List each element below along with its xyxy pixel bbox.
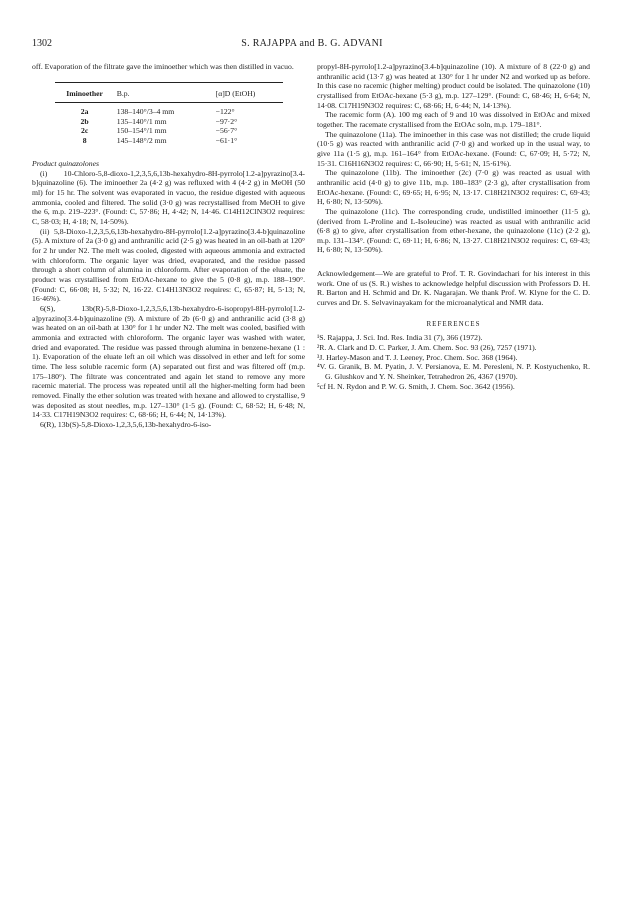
page-number: 1302 [32,38,52,49]
table-header-row [55,82,283,103]
table-cell: 2b [80,116,89,126]
table-row [55,136,283,146]
acknowledgement: Acknowledgement—We are grateful to Prof. T. R. Govindachari for his interest in this work. One of us (S. R.) wishes to acknowledge helpful discussion with Professors D. H. R. Barton and H. Schmid and Dr. K. Nagarajan. We thank Prof. W. Klyne for the C. D. curves and Dr. S. Selvavinayakam for the microanalytical and NMR data. [317,269,590,308]
iminoether-table [55,82,283,146]
table-header-cell: Iminoether [55,82,115,103]
body-paragraph: 6(R), 13b(S)-5,8-Dioxo-1,2,3,5,6,13b-hexahydro-6-iso- [40,419,212,429]
table-cell: 135–140°/1 mm [116,116,167,126]
table-cell: −97·2° [215,116,238,126]
table-cell: −122° [215,107,235,117]
section-heading: Product quinazolones [32,159,99,169]
body-paragraph: propyl-8H-pyrrolo[1.2-a]pyrazino[3.4-b]quinazoline (10). A mixture of 8 (22·0 g) and anthranilic acid (13·7 g) was heated at 130° for 1 hr under N2 and worked up as before. In this case no racemic (higher melting) product could be isolated. The quinazolone (10) crystallised from EtOAc-hexane (5·3 g), m.p. 127–129°. (Found: C, 68·46; H, 6·64; N, 14·08. C17H19N3O2 requires: C, 68·66; H, 6·44; N, 14·13%). [317,62,590,110]
references-heading: REFERENCES [426,319,481,328]
table-row [55,126,283,136]
reference-item: ²R. A. Clark and D. C. Parker, J. Am. Chem. Soc. 93 (26), 7257 (1971). [317,343,537,353]
body-paragraph: (ii) 5,8-Dioxo-1,2,3,5,6,13b-hexahydro-8H-pyrrolo[1.2-a]pyrazino[3.4-b]quinazoline (5). A mixture of 2a (3·0 g) and anthranilic acid (2·5 g) was heated in an oil-bath at 120° for 2 hr under N2. The melt was cooled, digested with aqueous ammonia and extracted with chloroform. The organic layer was dried, evaporated, and the residue passed through a short column of alumina in chloroform. After evaporation of the eluate, the product was crystallised from EtOAc-hexane to give the 5 (0·8 g), m.p. 188–190°. (Found: C, 66·08; H, 5·32; N, 16·22. C14H13N3O2 requires: C, 65·87; H, 5·13; N, 16·46%). [32,226,305,304]
table-cell: 2c [80,126,89,136]
running-title: S. RAJAPPA and B. G. ADVANI [241,38,383,49]
reference-item: ⁵cf H. N. Rydon and P. W. G. Smith, J. Chem. Soc. 3642 (1956). [317,381,515,391]
table-row [55,103,283,117]
table-cell: 8 [82,135,87,145]
body-paragraph: (i) 10-Chloro-5,8-dioxo-1,2,3,5,6,13b-hexahydro-8H-pyrrolo[1.2-a]pyrazino[3.4-b]quinazoline (6). The iminoether 2a (4·2 g) was refluxed with 4 (4·2 g) in MeOH (50 ml) for 15 hr. The solvent was evaporated in vacuo, the residue digested with aqueous ammonia, cooled and filtered. The solid (3·0 g) was recrystallised from MeOH to give the 6, m.p. 219–223°. (Found: C, 57·86; H, 4·42; N, 14·46. C14H12ClN3O2 requires: C, 58·03; H, 4·18; N, 14·50%). [32,168,305,227]
body-paragraph: The racemic form (A). 100 mg each of 9 and 10 was dissolved in EtOAc and mixed together. The racemate crystallised from the EtOAc soln, m.p. 179–181°. [317,110,590,129]
body-paragraph: The quinazolone (11b). The iminoether (2c) (7·0 g) was reacted as usual with anthranilic acid (4·0 g) to give 11b, m.p. 180–183° (2·3 g), after crystallisation from EtOAc-hexane. (Found: C, 69·65; H, 6·95; N, 13·17. C18H21N3O2 requires: C, 69·43; H, 6·80; N, 13·50%). [317,168,590,207]
table-row [55,117,283,127]
right-column [317,62,590,391]
table-cell: −56·7° [215,126,238,136]
reference-item: ³J. Harley-Mason and T. J. Leeney, Proc. Chem. Soc. 368 (1964). [317,352,518,362]
table-header-cell: [α]D (EtOH) [214,82,283,103]
table-cell: 145–148°/2 mm [116,135,167,145]
table-cell: 138–140°/3–4 mm [116,107,175,117]
left-column [32,62,305,430]
body-paragraph: The quinazolone (11a). The iminoether in this case was not distilled; the crude liquid (10·5 g) was reacted with anthranilic acid (7·0 g) and worked up in the usual way, to give 11a (1·5 g), m.p. 161–164° from EtOAc-hexane. (Found: C, 67·09; H, 5·72; N, 15·31. C16H16N3O2 requires: C, 66·90; H, 5·61; N, 15·61%). [317,129,590,168]
page-header [32,36,592,52]
table-header-cell: B.p. [115,82,214,103]
table-cell: 150–154°/1 mm [116,126,167,136]
reference-item: ¹S. Rajappa, J. Sci. Ind. Res. India 31 (7), 366 (1972). [317,333,483,343]
reference-item: ⁴V. G. Granik, B. M. Pyatin, J. V. Persianova, E. M. Peresleni, N. P. Kostyuchenko, R. G. Glushkov and Y. N. Sheinker, Tetrahedron 26, 4367 (1970). [317,362,590,382]
intro-paragraph: off. Evaporation of the filtrate gave the iminoether which was then distilled in vacuo. [32,62,294,71]
body-paragraph: 6(S), 13b(R)-5,8-Dioxo-1,2,3,5,6,13b-hexahydro-6-isopropyl-8H-pyrrolo[1.2-a]pyrazino[3.4-b]quinazoline (9). A mixture of 2b (6·0 g) and anthranilic acid (3·8 g) was heated on an oil-bath at 130° for 1 hr under N2. The melt was cooled, basified with ammonia and extracted with chloroform. The organic layer was washed with water, dried and evaporated. The residue was passed through alumina in benzene-hexane (1 : 1). Evaporation of the eluate left an oil which was dissolved in ether and left for some time. The less soluble racemic form (A) separated out first and was filtered off (m.p. 175–180°). The filtrate was concentrated and again let stand to remove any more racemic material. The process was repeated until all the higher-melting form had been removed. Finally the ether solution was treated with hexane and allowed to crystallise, 9 was deposited as stout needles, m.p. 127–130° (1·5 g). (Found: C, 68·52; H, 6·48; N, 14·33. C17H19N3O2 requires: C, 68·66; H, 6·44; N, 14·13%). [32,304,305,420]
body-paragraph: The quinazolone (11c). The corresponding crude, undistilled iminoether (11·5 g), (derived from L-Proline and L-Isoleucine) was reacted as usual with anthranilic acid (6·8 g) to give, after crystallisation from ether-hexane, the quinazolone (11c) (2·2 g), m.p. 131–134°. (Found: C, 69·11; H, 6·86; N, 13·27. C18H21N3O2 requires: C, 69·43; H, 6·80; N, 13·50%). [317,206,590,255]
table-cell: −61·1° [215,135,238,145]
table-cell: 2a [80,107,89,117]
